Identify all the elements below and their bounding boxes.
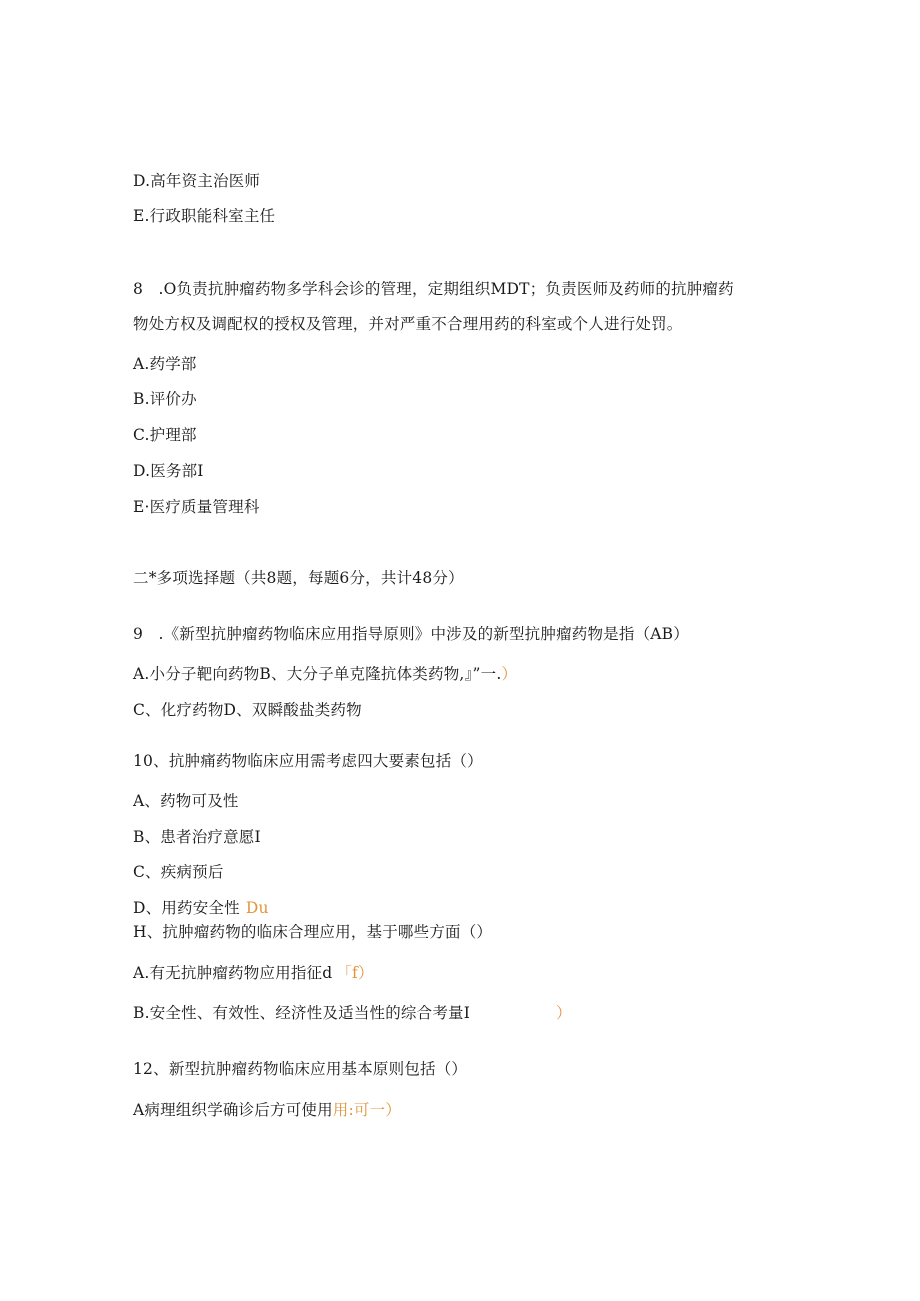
- option-8-e-text: E·医疗质量管理科: [133, 498, 260, 516]
- option-11-b-mark: ）: [556, 1004, 572, 1022]
- question-8-text-2: 物处方权及调配权的授权及管理，并对严重不合理用药的科室或个人进行处罚。: [133, 315, 683, 333]
- option-10-b: [133, 827, 261, 847]
- option-8-e: [133, 497, 260, 517]
- option-8-c: [133, 425, 197, 445]
- question-11-text: H、抗肿瘤药物的临床合理应用，基于哪些方面（）: [133, 923, 493, 941]
- option-7-d-text: D.高年资主治医师: [133, 172, 261, 190]
- option-8-d: [133, 461, 204, 481]
- option-10-a: [133, 791, 239, 811]
- question-9-text: 9 .《新型抗肿瘤药物临床应用指导原则》中涉及的新型抗肿瘤药物是指（AB）: [133, 625, 689, 643]
- question-8-line-1: [133, 279, 734, 299]
- question-12-text: 12、新型抗肿瘤药物临床应用基本原则包括（）: [133, 1060, 468, 1078]
- option-7-e: [133, 206, 275, 226]
- option-7-d: [133, 171, 260, 191]
- option-10-d-text: D、用药安全性: [133, 899, 240, 917]
- option-10-d-mark: Du: [245, 899, 269, 917]
- question-12: [133, 1059, 467, 1079]
- option-12-a: [133, 1100, 401, 1120]
- option-11-a-mark: 「f）: [336, 964, 374, 982]
- question-8-text-1: 8 .O负责抗肿瘤药物多学科会诊的管理，定期组织MDT；负责医师及药师的抗肿瘤药: [133, 280, 734, 298]
- option-9-ab: [133, 664, 517, 684]
- option-8-d-text: D.医务部I: [133, 462, 204, 480]
- option-8-c-text: C.护理部: [133, 426, 197, 444]
- question-10: [133, 751, 483, 771]
- option-11-a-text: A.有无抗肿瘤药物应用指征d: [133, 964, 333, 982]
- option-9-ab-mark: ）: [501, 665, 518, 683]
- option-12-a-mark: 用:可一）: [332, 1101, 402, 1119]
- option-8-a: [133, 354, 197, 374]
- option-12-a-text: A病理组织学确诊后方可使用: [133, 1101, 333, 1119]
- option-10-c: [133, 862, 224, 882]
- section-heading-multiple-choice: [133, 568, 464, 588]
- option-10-d: [133, 898, 269, 918]
- option-8-b: [133, 389, 197, 409]
- section-heading-text: 二*多项选择题（共8题，每题6分，共计48分）: [133, 569, 464, 587]
- question-8-line-2: [133, 314, 683, 334]
- option-10-a-text: A、药物可及性: [133, 792, 239, 810]
- option-8-a-text: A.药学部: [133, 355, 197, 373]
- option-9-cd: [133, 700, 362, 720]
- option-11-b-text: B.安全性、有效性、经济性及适当性的综合考量I: [133, 1004, 471, 1022]
- option-7-e-text: E.行政职能科室主任: [133, 207, 276, 225]
- option-9-ab-text: A.小分子靶向药物B、大分子单克隆抗体类药物,』”一.: [133, 665, 502, 683]
- option-10-b-text: B、患者治疗意愿I: [133, 828, 261, 846]
- question-10-text: 10、抗肿痛药物临床应用需考虑四大要素包括（）: [133, 752, 483, 770]
- option-10-c-text: C、疾病预后: [133, 863, 224, 881]
- option-9-cd-text: C、化疗药物D、双瞬酸盐类药物: [133, 701, 362, 719]
- option-11-b: [133, 1003, 572, 1023]
- option-11-a: [133, 963, 374, 983]
- question-9: [133, 624, 689, 644]
- option-8-b-text: B.评价办: [133, 390, 197, 408]
- question-11: [133, 922, 492, 942]
